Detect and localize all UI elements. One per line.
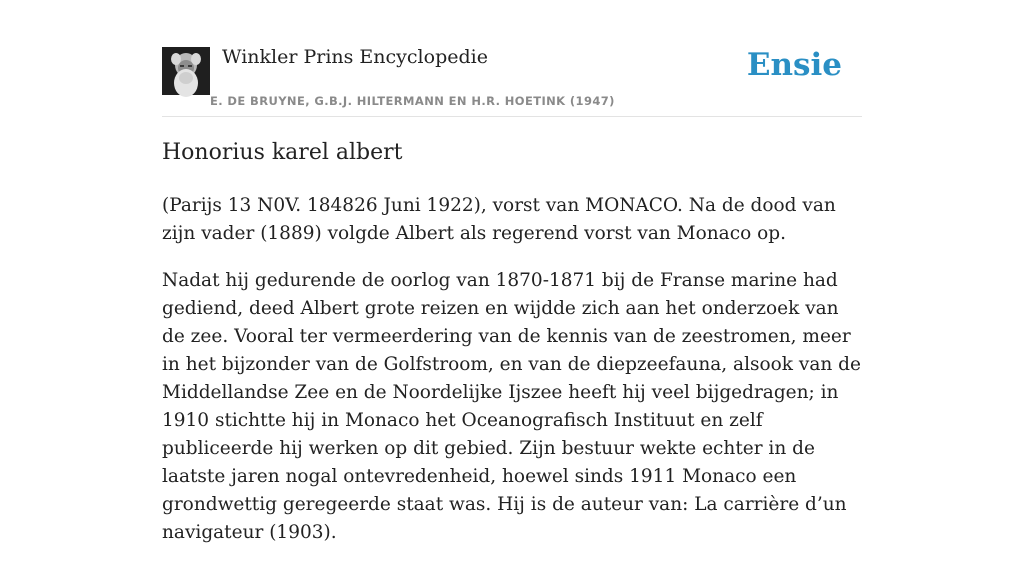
book-authors: E. DE BRUYNE, G.B.J. HILTERMANN EN H.R. HOETINK (1947) [210,94,615,108]
entry-title: Honorius karel albert [162,140,403,165]
book-header [162,0,862,117]
book-title[interactable]: Winkler Prins Encyclopedie [222,46,488,68]
entry-paragraph: Nadat hij gedurende de oorlog van 1870-1871 bij de Franse marine had gediend, deed Albert grote reizen en wijdde zich aan het onderzoek van de zee. Vooral ter vermeerdering van de kennis van de zeestromen, meer in het bijzonder van de Golfstroom, en van de diepzeefauna, alsook van de Middellandse Zee en de Noordelijke Ijszee heeft hij veel bijgedragen; in 1910 stichtte hij in Monaco het Oceanografisch Instituut en zelf publiceerde hij werken op dit gebied. Zijn bestuur wekte echter in de laatste jaren nogal ontevredenheid, hoewel sinds 1911 Monaco een grondwettig geregeerde staat was. Hij is de auteur van: La carrière d’un navigateur (1903). [162,270,861,543]
author-avatar-icon[interactable] [162,47,210,95]
page-container [162,0,862,543]
entry-body [162,192,862,566]
entry-paragraph: (Parijs 13 N0V. 184826 Juni 1922), vorst van MONACO. Na de dood van zijn vader (1889) volgde Albert als regerend vorst van Monaco op. [162,195,836,244]
ensie-logo[interactable]: Ensie [746,47,842,83]
